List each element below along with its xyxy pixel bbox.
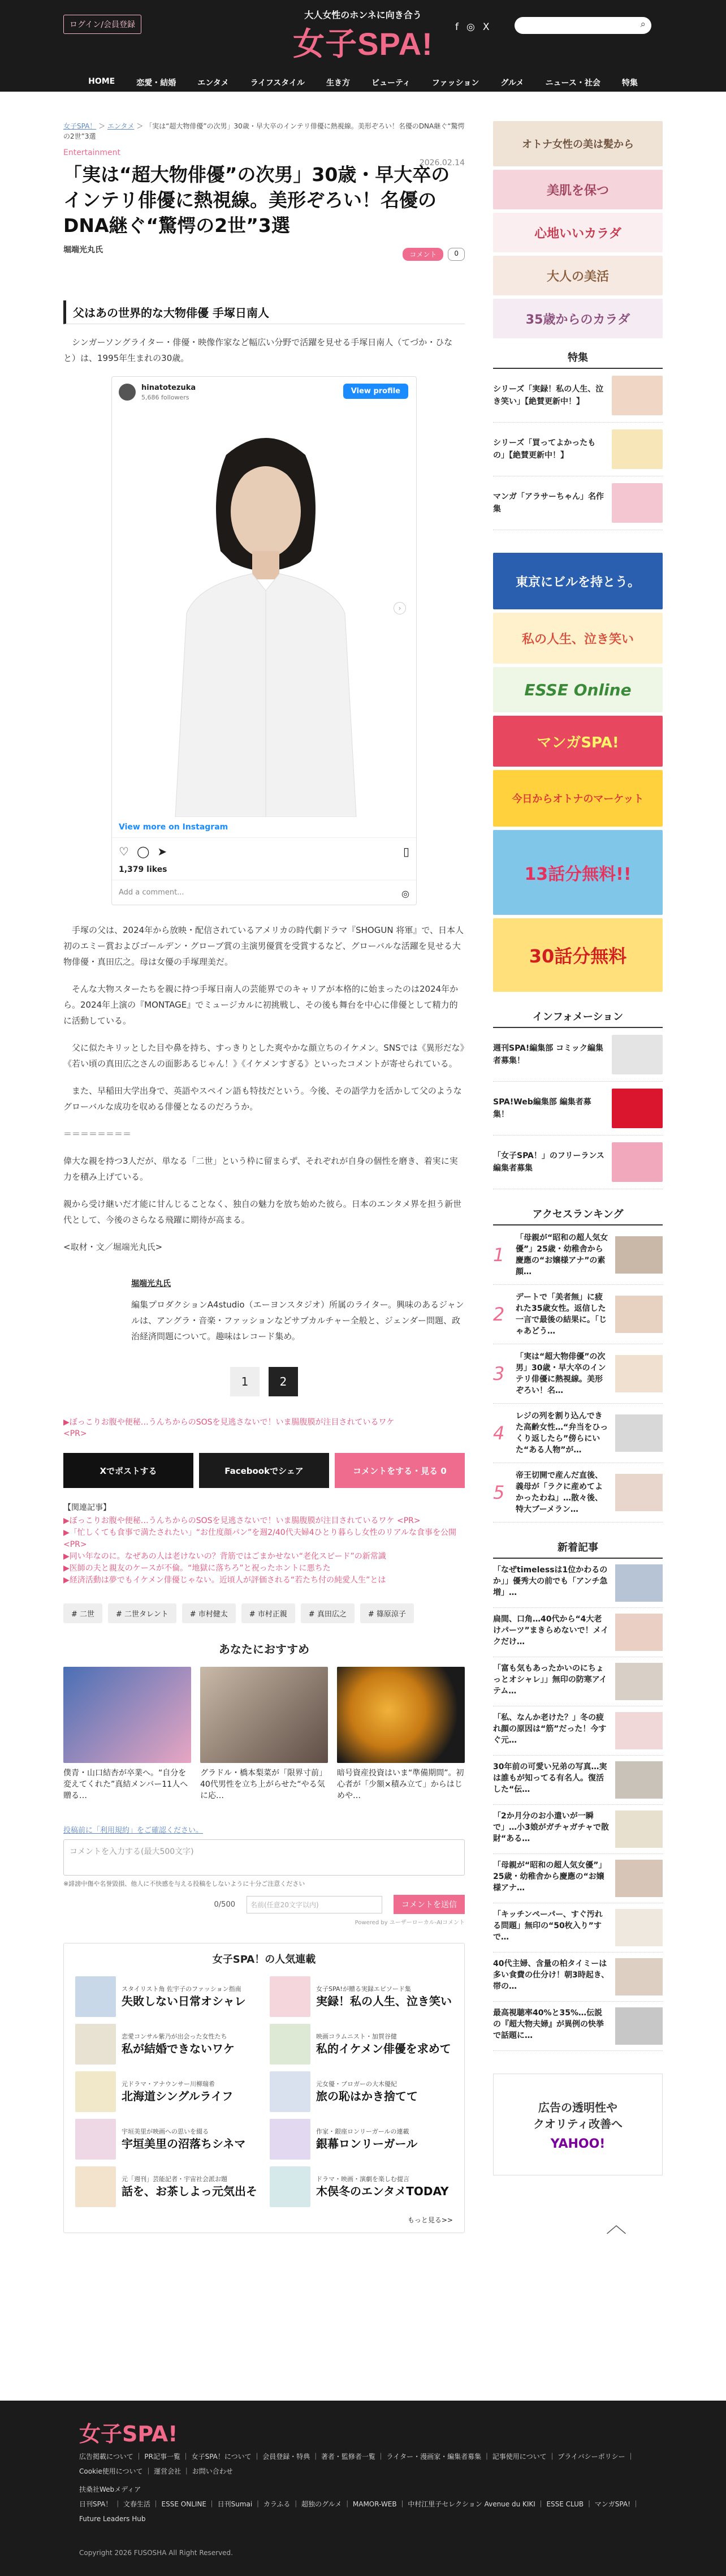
article-title: 「実は“超大物俳優”の次男」30歳・早大卒のインテリ俳優に熱視線。美形ぞろい！名優のDNA継ぐ“驚愕の2世”3選 — [63, 164, 450, 236]
search-icon[interactable]: ⌕ — [640, 19, 646, 30]
rank-title: 帝王切開で産んだ直後、義母が「ラクに産めてよかったわね」…散々後、特大ブーメラン… — [516, 1471, 603, 1514]
series-item[interactable] — [75, 2166, 258, 2207]
news-title: 「なぜtimelessは1位かわるのか」」優秀大の前でも「アンチ急増」… — [493, 1566, 608, 1597]
ad-banner[interactable]: マンガSPA! — [493, 716, 663, 767]
author-box — [131, 1278, 465, 1344]
share-icon[interactable]: ➤ — [157, 845, 167, 858]
series-item[interactable] — [75, 2024, 258, 2065]
ranking-heading: アクセスランキング — [493, 1206, 663, 1225]
comment-share-button[interactable]: コメントをする・見る 0 — [335, 1453, 465, 1488]
search-input[interactable] — [515, 17, 651, 34]
main-nav — [0, 72, 726, 92]
news-thumb — [615, 1810, 663, 1848]
x-icon[interactable]: X — [482, 21, 490, 33]
news-thumb — [615, 1663, 663, 1700]
recommend-title: 僕青・山口結杏が卒業へ。“自分を変えてくれた”真結メンバー11人へ贈る… — [63, 1769, 188, 1800]
series-item[interactable] — [75, 2119, 258, 2160]
news-item[interactable] — [493, 2002, 663, 2051]
info-thumb — [612, 1142, 663, 1182]
breadcrumb: 女子SPA！ ＞ エンタメ ＞ 「実は“超大物俳優”の次男」30歳・早大卒のインテリ俳優に熱視線。美形ぞろい！名優のDNA継ぐ“驚愕の2世”3選 — [63, 122, 465, 140]
article-date: 2026.02.14 — [419, 158, 465, 167]
series-heading: 女子SPA！の人気連載 — [212, 1954, 316, 1966]
series-item[interactable] — [75, 2071, 258, 2112]
news-heading: 新着記事 — [493, 1539, 663, 1559]
rank-number: 5 — [493, 1482, 505, 1503]
site-footer — [0, 2401, 726, 2576]
series-sub: 元「週刊」芸能記者・宇宙社会派お題 — [122, 2175, 227, 2183]
news-thumb — [615, 1614, 663, 1651]
instagram-likes: 1,379 likes — [119, 865, 167, 874]
info-item[interactable]: 「女子SPA！」のフリーランス編集者募集 — [493, 1136, 663, 1189]
news-item[interactable] — [493, 1756, 663, 1805]
series-title: 実録！私の人生、泣き笑い — [316, 1994, 452, 2008]
news-thumb — [615, 1761, 663, 1799]
series-thumb — [270, 1976, 310, 2017]
news-title: 「富も気もあったかいのにちょっとオシャレ」」無印の防寒アイテム… — [493, 1664, 607, 1696]
nav-item[interactable]: エンタメ — [197, 79, 229, 88]
ad-area — [493, 553, 663, 992]
tag[interactable]: # 二世 — [63, 1603, 102, 1623]
author-name[interactable]: 堀端光丸氏 — [131, 1279, 171, 1288]
article-category[interactable]: Entertainment — [63, 148, 121, 157]
series-title: 旅の恥はかき捨てて — [316, 2089, 418, 2103]
nav-item[interactable]: ニュース・社会 — [545, 79, 600, 88]
avatar[interactable] — [119, 384, 136, 401]
nav-item[interactable]: グルメ — [500, 79, 524, 88]
site-header — [0, 0, 726, 72]
banner-35[interactable]: 35歳からのカラダ — [493, 299, 663, 338]
recommend-thumb — [200, 1667, 328, 1763]
rank-number: 4 — [493, 1422, 505, 1444]
comment-note: ※誹謗中傷や名誉毀損、他人に不快感を与える投稿をしないように十分ご注意ください — [63, 1880, 305, 1887]
tokushu-heading: 特集 — [493, 350, 663, 369]
breadcrumb-current: 「実は“超大物俳優”の次男」30歳・早大卒のインテリ俳優に熱視線。美形ぞろい！名優のDNA継ぐ“驚愕の2世”3選 — [63, 122, 465, 140]
rank-title: デートで「美者無」に疲れた35歳女性。返信した一言で最後の結果に。「じゃあどう… — [516, 1293, 607, 1336]
nav-item[interactable]: ファッション — [431, 79, 479, 88]
ranking-item[interactable] — [493, 1404, 663, 1463]
ad-banner[interactable]: 私の人生、泣き笑い — [493, 613, 663, 664]
ranking-item[interactable] — [493, 1285, 663, 1344]
footer-logo[interactable]: 女子SPA! — [79, 2422, 178, 2446]
series-sub: 女子SPA!が贈る実録エピソード集 — [316, 1985, 411, 1993]
tokushu-thumb — [612, 376, 663, 415]
news-title: 30年前の可愛い兄弟の写真…実は誰もが知ってる有名人。復活した“伝… — [493, 1762, 607, 1794]
ranking-item[interactable] — [493, 1344, 663, 1404]
view-profile-button[interactable]: View profile — [343, 384, 408, 399]
news-item[interactable] — [493, 1854, 663, 1903]
recommend-card[interactable] — [337, 1667, 465, 1801]
series-sub: 元女優・ブロガーの大木優紀 — [316, 2080, 397, 2088]
series-grid — [75, 1976, 453, 2207]
info-item[interactable]: SPA!Web編集部 編集者募集！ — [493, 1082, 663, 1136]
paragraph: 父に似たキリッとした目や鼻を持ち、すっきりとした爽やかな顔立ちのイケメン。SNSでは《異形だな》《若い頃の真田広之さんの面影あるじゃん！》《イケメンすぎる》といったコメントが寄せられている。 — [63, 1043, 465, 1069]
paragraph: シンガーソングライター・俳優・映像作家など幅広い分野で活躍を見せる手塚日南人（てづか・ひなと）は、1995年生まれの30歳。 — [63, 337, 453, 363]
tokushu-item[interactable]: シリーズ「買ってよかったもの」【絶賛更新中！】 — [493, 423, 663, 476]
news-title: 「母親が“昭和の超人気女優”」25歳・幼稚舎から慶應の“お嬢様アナ… — [493, 1861, 607, 1893]
nav-item[interactable]: ライフスタイル — [250, 79, 305, 88]
series-sub: 映画コラムニスト・加賀谷健 — [316, 2033, 397, 2040]
nav-item[interactable]: HOME — [88, 77, 115, 86]
tag[interactable]: # 二世タレント — [108, 1603, 176, 1623]
divider-text: ＝＝＝＝＝＝＝＝ — [63, 1129, 132, 1139]
series-thumb — [75, 2166, 116, 2207]
recommend-list — [63, 1667, 465, 1801]
recommend-title: 暗号資産投資はいま“準備期間”。初心者が「少額×積み立て」からはじめや… — [337, 1769, 464, 1800]
sidebar — [493, 121, 663, 2238]
recommend-heading: あなたにおすすめ — [218, 1642, 310, 1656]
series-title: 木俣冬のエンタメTODAY — [316, 2184, 449, 2198]
series-thumb — [270, 2119, 310, 2160]
info-heading: インフォメーション — [493, 1009, 663, 1028]
info-item[interactable]: 週刊SPA!編集部 コミック編集者募集！ — [493, 1028, 663, 1082]
rank-number: 2 — [493, 1304, 505, 1325]
rank-title: レジの列を割り込んできた高齢女性…“弁当をひっくり返したら”傍らにいた“ある人物”が… — [516, 1412, 608, 1455]
news-title: 40代主婦、含量の柏タイミーは多い食費の仕分け！朝3時起き、帯の… — [493, 1959, 610, 1991]
related-articles — [63, 1502, 465, 1586]
news-thumb — [615, 1958, 663, 1996]
pagination — [63, 1367, 465, 1396]
article-author[interactable]: 堀端光丸氏 — [63, 246, 103, 255]
info-thumb — [612, 1089, 663, 1128]
series-thumb — [75, 1976, 116, 2017]
recommend-thumb — [63, 1667, 191, 1763]
article-column — [63, 121, 465, 2233]
paragraph: 手塚の父は、2024年から放映・配信されているアメリカの時代劇ドラマ『SHOGUN 将軍』で、日本人初のエミー賞およびゴールデン・グローブ賞の主演男優賞を受賞するなど、グローバルな活躍を見せる大物俳優・真田広之。母は女優の手塚理美だ。 — [63, 925, 464, 967]
rank-title: 「実は“超大物俳優”の次男」30歳・早大卒のインテリ俳優に熱視線。美形ぞろい！名… — [516, 1352, 606, 1395]
comment-guideline — [63, 1824, 465, 1835]
series-item[interactable] — [270, 2166, 453, 2207]
login-button[interactable]: ログイン/会員登録 — [63, 15, 141, 34]
comment-button[interactable]: コメント — [403, 248, 443, 261]
rank-number: 3 — [493, 1363, 505, 1384]
ranking-item[interactable] — [493, 1225, 663, 1285]
series-more-link[interactable]: もっと見る>> — [407, 2216, 453, 2224]
recommend-thumb — [337, 1667, 465, 1763]
facebook-share-button[interactable]: Facebookでシェア — [199, 1453, 329, 1488]
rank-number: 1 — [493, 1244, 505, 1266]
series-thumb — [270, 2166, 310, 2207]
section-heading: 父はあの世界的な大物俳優 手塚日南人 — [63, 300, 465, 324]
powered-by: Powered by ユーザーローカル-AIコメント — [355, 1920, 465, 1926]
comment-textarea[interactable]: コメントを入力する(最大500文字) — [63, 1839, 465, 1876]
news-thumb — [615, 2007, 663, 2045]
series-item[interactable] — [270, 2071, 453, 2112]
instagram-actions — [112, 838, 416, 865]
recommend-title: グラドル・橋本梨菜が「限界寸前」40代男性を立ち上がらせた“やる気に応… — [200, 1769, 327, 1800]
series-sub: 作家・銀座ロンリーガールの連載 — [316, 2128, 409, 2135]
series-sub: 宇垣美里が映画への思いを綴る — [122, 2128, 209, 2135]
next-arrow-icon[interactable]: › — [394, 602, 406, 614]
tokushu-thumb — [612, 429, 663, 469]
news-thumb — [615, 1860, 663, 1897]
recommend-card[interactable] — [200, 1667, 328, 1801]
series-thumb — [270, 2024, 310, 2065]
news-item[interactable] — [493, 1657, 663, 1706]
banner-hair[interactable]: オトナ女性の美は髪から — [493, 121, 663, 166]
page-1-button[interactable]: 1 — [230, 1367, 260, 1396]
series-thumb — [270, 2071, 310, 2112]
tokushu-item[interactable]: シリーズ「実録！私の人生、泣き笑い」【絶賛更新中！】 — [493, 369, 663, 423]
ranking-list — [493, 1225, 663, 1523]
ranking-item[interactable] — [493, 1463, 663, 1523]
series-sub: 恋愛コンサル紫乃が出会った女性たち — [122, 2033, 227, 2040]
news-item[interactable] — [493, 1903, 663, 1953]
rank-title: 「母親が“昭和の超人気女優”」25歳・幼稚舎から慶應の“お嬢様アナ”の素顔… — [516, 1233, 608, 1276]
nav-item[interactable]: 恋愛・結婚 — [136, 79, 176, 88]
news-thumb — [615, 1712, 663, 1749]
char-counter: 0/500 — [214, 1900, 235, 1909]
nav-item[interactable]: 特集 — [621, 79, 638, 88]
footer-link-row[interactable]: 日刊SPA！ ｜ 文春生活 ｜ ESSE ONLINE ｜ 日刊Sumai ｜ カラふる ｜ 超独のグルメ ｜ MAMOR-WEB ｜ 中村江里子セレクション Avenue du KIKI ｜ ESSE CLUB ｜ マンガSPA! ｜ Future Leaders Hub — [79, 2500, 639, 2523]
submit-comment-button[interactable]: コメントを送信 — [394, 1895, 465, 1914]
instagram-username[interactable]: hinatotezuka — [141, 384, 196, 392]
ad-banner[interactable]: 30話分無料 — [493, 918, 663, 992]
recommend-card[interactable] — [63, 1667, 191, 1801]
instagram-embed — [111, 376, 417, 905]
x-share-button[interactable]: Xでポストする — [63, 1453, 193, 1488]
comment-counter — [403, 248, 465, 261]
series-item[interactable] — [75, 1976, 258, 2017]
article-credit: <取材・文／堀端光丸氏> — [63, 1242, 163, 1252]
series-item[interactable] — [270, 1976, 453, 2017]
pr-link[interactable]: ▶ぼっこりお腹や便秘…うんちからのSOSを見逃さないで！いま腸腹膜が注目されているワケ <PR> — [63, 1418, 395, 1438]
portrait-image — [153, 421, 379, 817]
news-title: 「私、なんか老けた？」冬の疲れ顔の原因は“筋”だった！今すぐ元… — [493, 1713, 607, 1745]
tag[interactable]: # 市村健太 — [182, 1603, 236, 1623]
ad-banner[interactable]: ESSE Online — [493, 667, 663, 712]
footer-link-row[interactable]: 広告掲載について ｜ PR記事一覧 ｜ 女子SPA！について ｜ 会員登録・特典 ｜ 著者・監修者一覧 ｜ ライター・漫画家・編集者募集 ｜ 記事使用について ｜ プライバシーポリシー ｜ Cookie使用について ｜ 運営会社 ｜ お問い合わせ — [79, 2453, 634, 2475]
series-title: 銀幕ロンリーガール — [316, 2137, 418, 2151]
news-item[interactable] — [493, 1805, 663, 1854]
news-list — [493, 1559, 663, 2051]
news-thumb — [615, 1909, 663, 1946]
instagram-comment-field[interactable] — [112, 880, 416, 905]
news-item[interactable] — [493, 1559, 663, 1608]
site-logo[interactable]: 女子SPA! — [293, 26, 433, 62]
series-title: 北海道シングルライフ — [122, 2089, 234, 2103]
ad-banner[interactable]: 広告の透明性や クオリティ改善へ YAHOO! — [493, 2074, 663, 2175]
news-item[interactable] — [493, 1953, 663, 2002]
back-to-top-icon[interactable]: ︿ — [606, 2214, 627, 2237]
related-link[interactable]: ▶医師の夫と親友のケースが不倫。“地獄に落ちろ”と祝ったホントに悪ちた — [63, 1564, 331, 1573]
footer-links — [79, 2449, 645, 2526]
author-bio: 編集プロダクションA4studio（エーヨンスタジオ）所属のライター。興味のあるジャンルは、アングラ・音楽・ファッションなどサブカルチャー全般と、ジェンダー問題、政治経済問題について。趣味はレコード集め。 — [131, 1300, 464, 1341]
news-title: 最高視聴率40%と35%…伝説の『超大物夫婦』が異例の快挙で話題に… — [493, 2009, 604, 2040]
tag-list — [63, 1603, 465, 1623]
share-bar — [63, 1453, 465, 1488]
series-title: 話を、お茶しよっ元気出そ — [122, 2184, 257, 2198]
breadcrumb-home[interactable]: 女子SPA！ — [63, 122, 97, 130]
heart-icon[interactable]: ♡ — [119, 845, 129, 858]
paragraph: そんな大物スターたちを親に持つ手塚日南人の芸能界でのキャリアが本格的に始まったのは2024年から。2024年上演の『MONTAGE』でミュージカルに初挑戦し、その後も舞台を中心に俳優として精力的に活動している。 — [63, 984, 459, 1026]
instagram-photo[interactable] — [119, 410, 409, 817]
rank-thumb — [615, 1474, 663, 1511]
series-item[interactable] — [270, 2119, 453, 2160]
breadcrumb-category[interactable]: エンタメ — [107, 122, 135, 130]
comment-count: 0 — [448, 248, 465, 261]
news-title: 「2か月分のお小遣いが一瞬で」…小3娘がガチャガチャで散財“ある… — [493, 1812, 609, 1843]
footer-subheading: 扶桑社Webメディア — [79, 2485, 141, 2493]
paragraph: 親から受け継いだ才能に甘んじることなく、独自の魅力を放ち始めた彼ら。日本のエンタメ界を担う新世代として、今後のさらなる飛躍に期待が高まる。 — [63, 1199, 462, 1225]
tag[interactable]: # 市村正親 — [241, 1603, 295, 1623]
related-link[interactable]: ▶「忙しくても食事で満たされたい」“お仕度顔パン”を週2/40代夫婦4ひとり暮らし女性のリアルな食事を公開 <PR> — [63, 1528, 457, 1549]
series-title: 失敗しない日常オシャレ — [122, 1994, 246, 2008]
nav-item[interactable]: ビューティ — [371, 79, 410, 88]
bookmark-icon[interactable]: ▯ — [403, 845, 409, 858]
news-thumb — [615, 1564, 663, 1602]
view-more-link[interactable]: View more on Instagram — [112, 817, 416, 838]
nav-item[interactable]: 生き方 — [326, 79, 351, 88]
tokushu-thumb — [612, 483, 663, 523]
banner-skin[interactable]: 美肌を保つ — [493, 170, 663, 209]
ad-banner[interactable]: 13話分無料!! — [493, 830, 663, 915]
rank-thumb — [615, 1296, 663, 1333]
related-link[interactable]: ▶ぼっこりお腹や便秘…うんちからのSOSを見逃さないで！いま腸腹膜が注目されているワケ <PR> — [63, 1516, 421, 1525]
rank-thumb — [615, 1236, 663, 1274]
related-link[interactable]: ▶経済活動は夢でもイケメン俳優じゃない。近頃人が評価される“若たち付の純愛人生”とは — [63, 1576, 386, 1585]
add-comment-placeholder: Add a comment... — [119, 888, 184, 897]
news-item[interactable] — [493, 1706, 663, 1756]
comment-form-footer — [63, 1895, 465, 1914]
series-title: 私が結婚できないワケ — [122, 2042, 235, 2055]
series-item[interactable] — [270, 2024, 453, 2065]
news-title: 「キッチンペーパー、すぐ汚れる問題」無印の“50枚入り”すで… — [493, 1910, 603, 1942]
series-thumb — [75, 2071, 116, 2112]
rank-thumb — [615, 1414, 663, 1452]
copyright: Copyright 2026 FUSOSHA All Right Reserved. — [79, 2549, 233, 2557]
related-title: 【関連記事】 — [63, 1503, 111, 1512]
instagram-header — [112, 377, 416, 410]
terms-link[interactable]: 投稿前に「利用規約」をご確認ください。 — [63, 1826, 204, 1835]
series-thumb — [75, 2119, 116, 2160]
related-link[interactable]: ▶同い年なのに。なぜあの人は老けないの？背筋ではごまかせない“老化スピード”の新常識 — [63, 1552, 386, 1561]
series-sub: スタイリスト角 佐宇子のファッション指南 — [122, 1985, 241, 1993]
paragraph: 偉大な親を持つ3人だが、単なる「二世」という枠に留まらず、それぞれが自身の個性を磨き、着実に実力を積み上げている。 — [63, 1156, 458, 1182]
series-thumb — [75, 2024, 116, 2065]
banner-beauty[interactable]: 大人の美活 — [493, 256, 663, 295]
tag[interactable]: # 篠原涼子 — [360, 1603, 414, 1623]
site-tagline: 大人女性のホンネに向き合う — [304, 10, 422, 20]
page-2-button[interactable]: 2 — [269, 1367, 298, 1396]
facebook-icon[interactable]: f — [455, 21, 459, 33]
series-sub: 元ドラマ・アナウンサー川柳瑞希 — [122, 2080, 215, 2088]
tokushu-item[interactable]: マンガ「アラサーちゃん」名作集 — [493, 476, 663, 530]
ad-banner[interactable]: 今日からオトナのマーケット — [493, 770, 663, 827]
social-links — [455, 21, 490, 33]
name-input[interactable]: 名前(任意20文字以内) — [247, 1896, 382, 1913]
rank-thumb — [615, 1355, 663, 1392]
instagram-icon[interactable]: ◎ — [466, 21, 475, 33]
instagram-followers: 5,686 followers — [141, 394, 189, 401]
tag[interactable]: # 真田広之 — [301, 1603, 355, 1623]
info-thumb — [612, 1035, 663, 1074]
instagram-icon[interactable]: ◎ — [401, 888, 409, 899]
series-title: 私的イケメン俳優を求めて — [316, 2042, 451, 2055]
series-box — [63, 1943, 465, 2233]
series-sub: ドラマ・映画・演劇を楽しむ提言 — [316, 2175, 409, 2183]
news-title: 扁間、口角…40代から“4大老けパーツ”まきらめないで！メイクだけ… — [493, 1615, 609, 1646]
series-title: 宇垣美里の沼落ちシネマ — [122, 2137, 246, 2151]
ad-banner[interactable]: 東京にビルを持とう。 — [493, 553, 663, 609]
banner-body[interactable]: 心地いいカラダ — [493, 213, 663, 252]
paragraph: また、早稲田大学出身で、英語やスペイン語も特技だという。今後、その語学力を活かして父のようなグローバルな成功を収める俳優となるのだろうか。 — [63, 1086, 462, 1112]
comment-icon[interactable]: ◯ — [136, 845, 150, 858]
news-item[interactable] — [493, 1608, 663, 1657]
